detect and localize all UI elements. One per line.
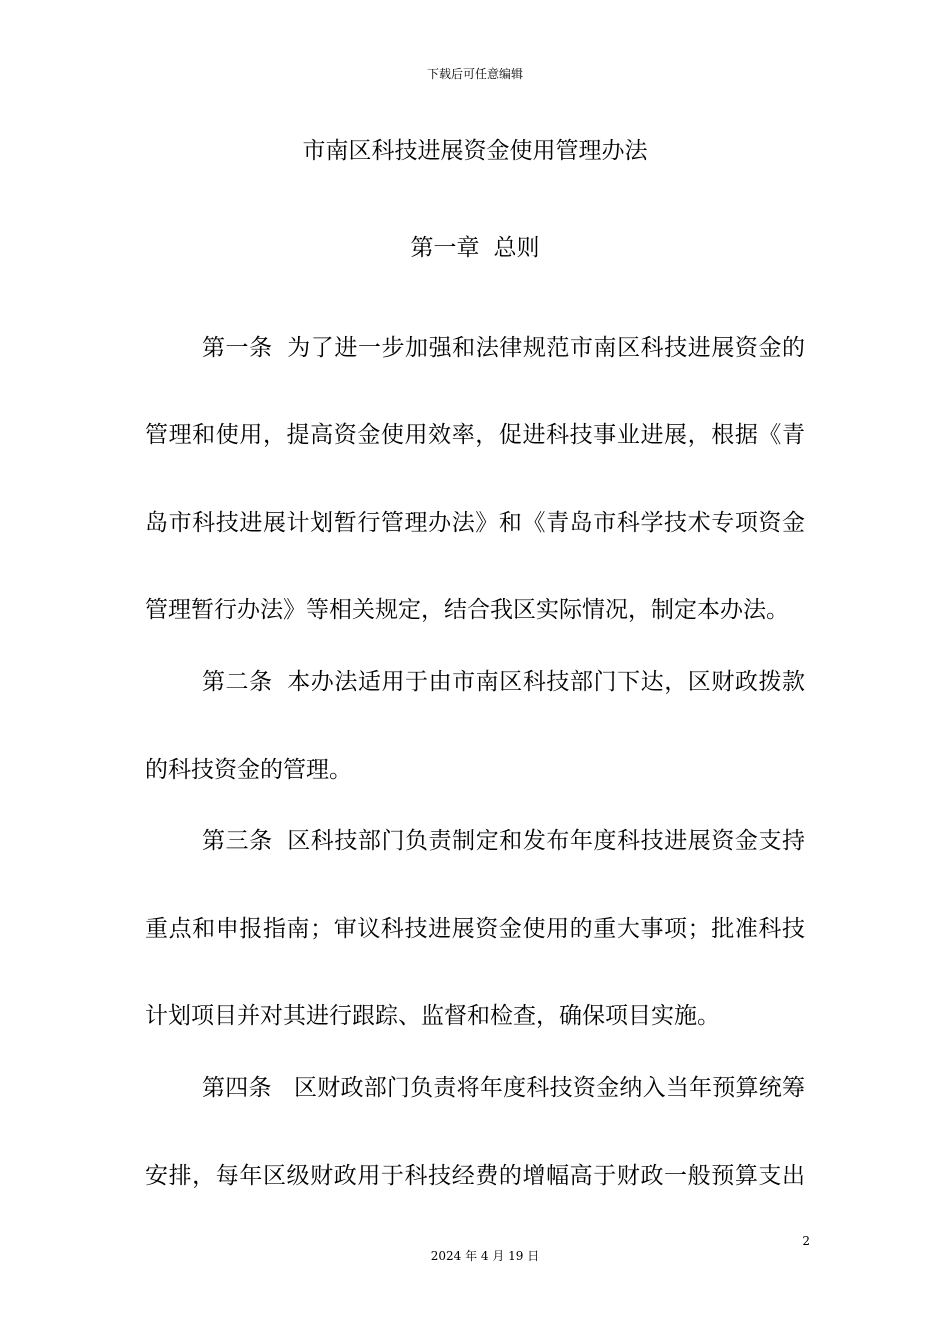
article-2-line-2: 的科技资金的管理。 [145,757,352,783]
article-4-line-1 [202,1073,805,1103]
article-4-label: 第四条 [202,1075,272,1101]
page-header: 下载后可任意编辑 [426,67,523,81]
article-4-text: 区财政部门负责将年度科技资金纳入当年预算统筹 [293,1075,806,1101]
document-title: 市南区科技进展资金使用管理办法 [302,138,648,164]
article-1-line-2: 管理和使用，提高资金使用效率，促进科技事业进展，根据《青 [145,422,805,448]
footer-date: 2024 年 4 月 19 日 [430,1249,540,1263]
article-3-line-2: 重点和申报指南；审议科技进展资金使用的重大事项；批准科技 [145,916,805,942]
article-2-label: 第二条 [202,669,273,695]
article-4-line-2: 安排，每年区级财政用于科技经费的增幅高于财政一般预算支出 [145,1163,805,1189]
chapter-label: 第一章 [410,235,480,261]
article-3-text: 区科技部门负责制定和发布年度科技进展资金支持 [286,828,806,854]
article-1-text: 为了进一步加强和法律规范市南区科技进展资金的 [286,335,806,361]
chapter-heading [0,233,950,263]
article-3-label: 第三条 [202,828,273,854]
article-3-line-3: 计划项目并对其进行跟踪、监督和检查，确保项目实施。 [145,1003,720,1029]
chapter-name: 总则 [493,235,540,261]
article-2-line-1 [202,667,805,697]
article-1-line-3: 岛市科技进展计划暂行管理办法》和《青岛市科学技术专项资金 [145,510,805,536]
article-1-line-4: 管理暂行办法》等相关规定，结合我区实际情况，制定本办法。 [145,597,789,623]
page-number: 2 [802,1234,810,1248]
article-3-line-1 [202,826,805,856]
article-1-label: 第一条 [202,335,273,361]
article-2-text: 本办法适用于由市南区科技部门下达，区财政拨款 [286,669,806,695]
article-1-line-1 [202,333,805,363]
